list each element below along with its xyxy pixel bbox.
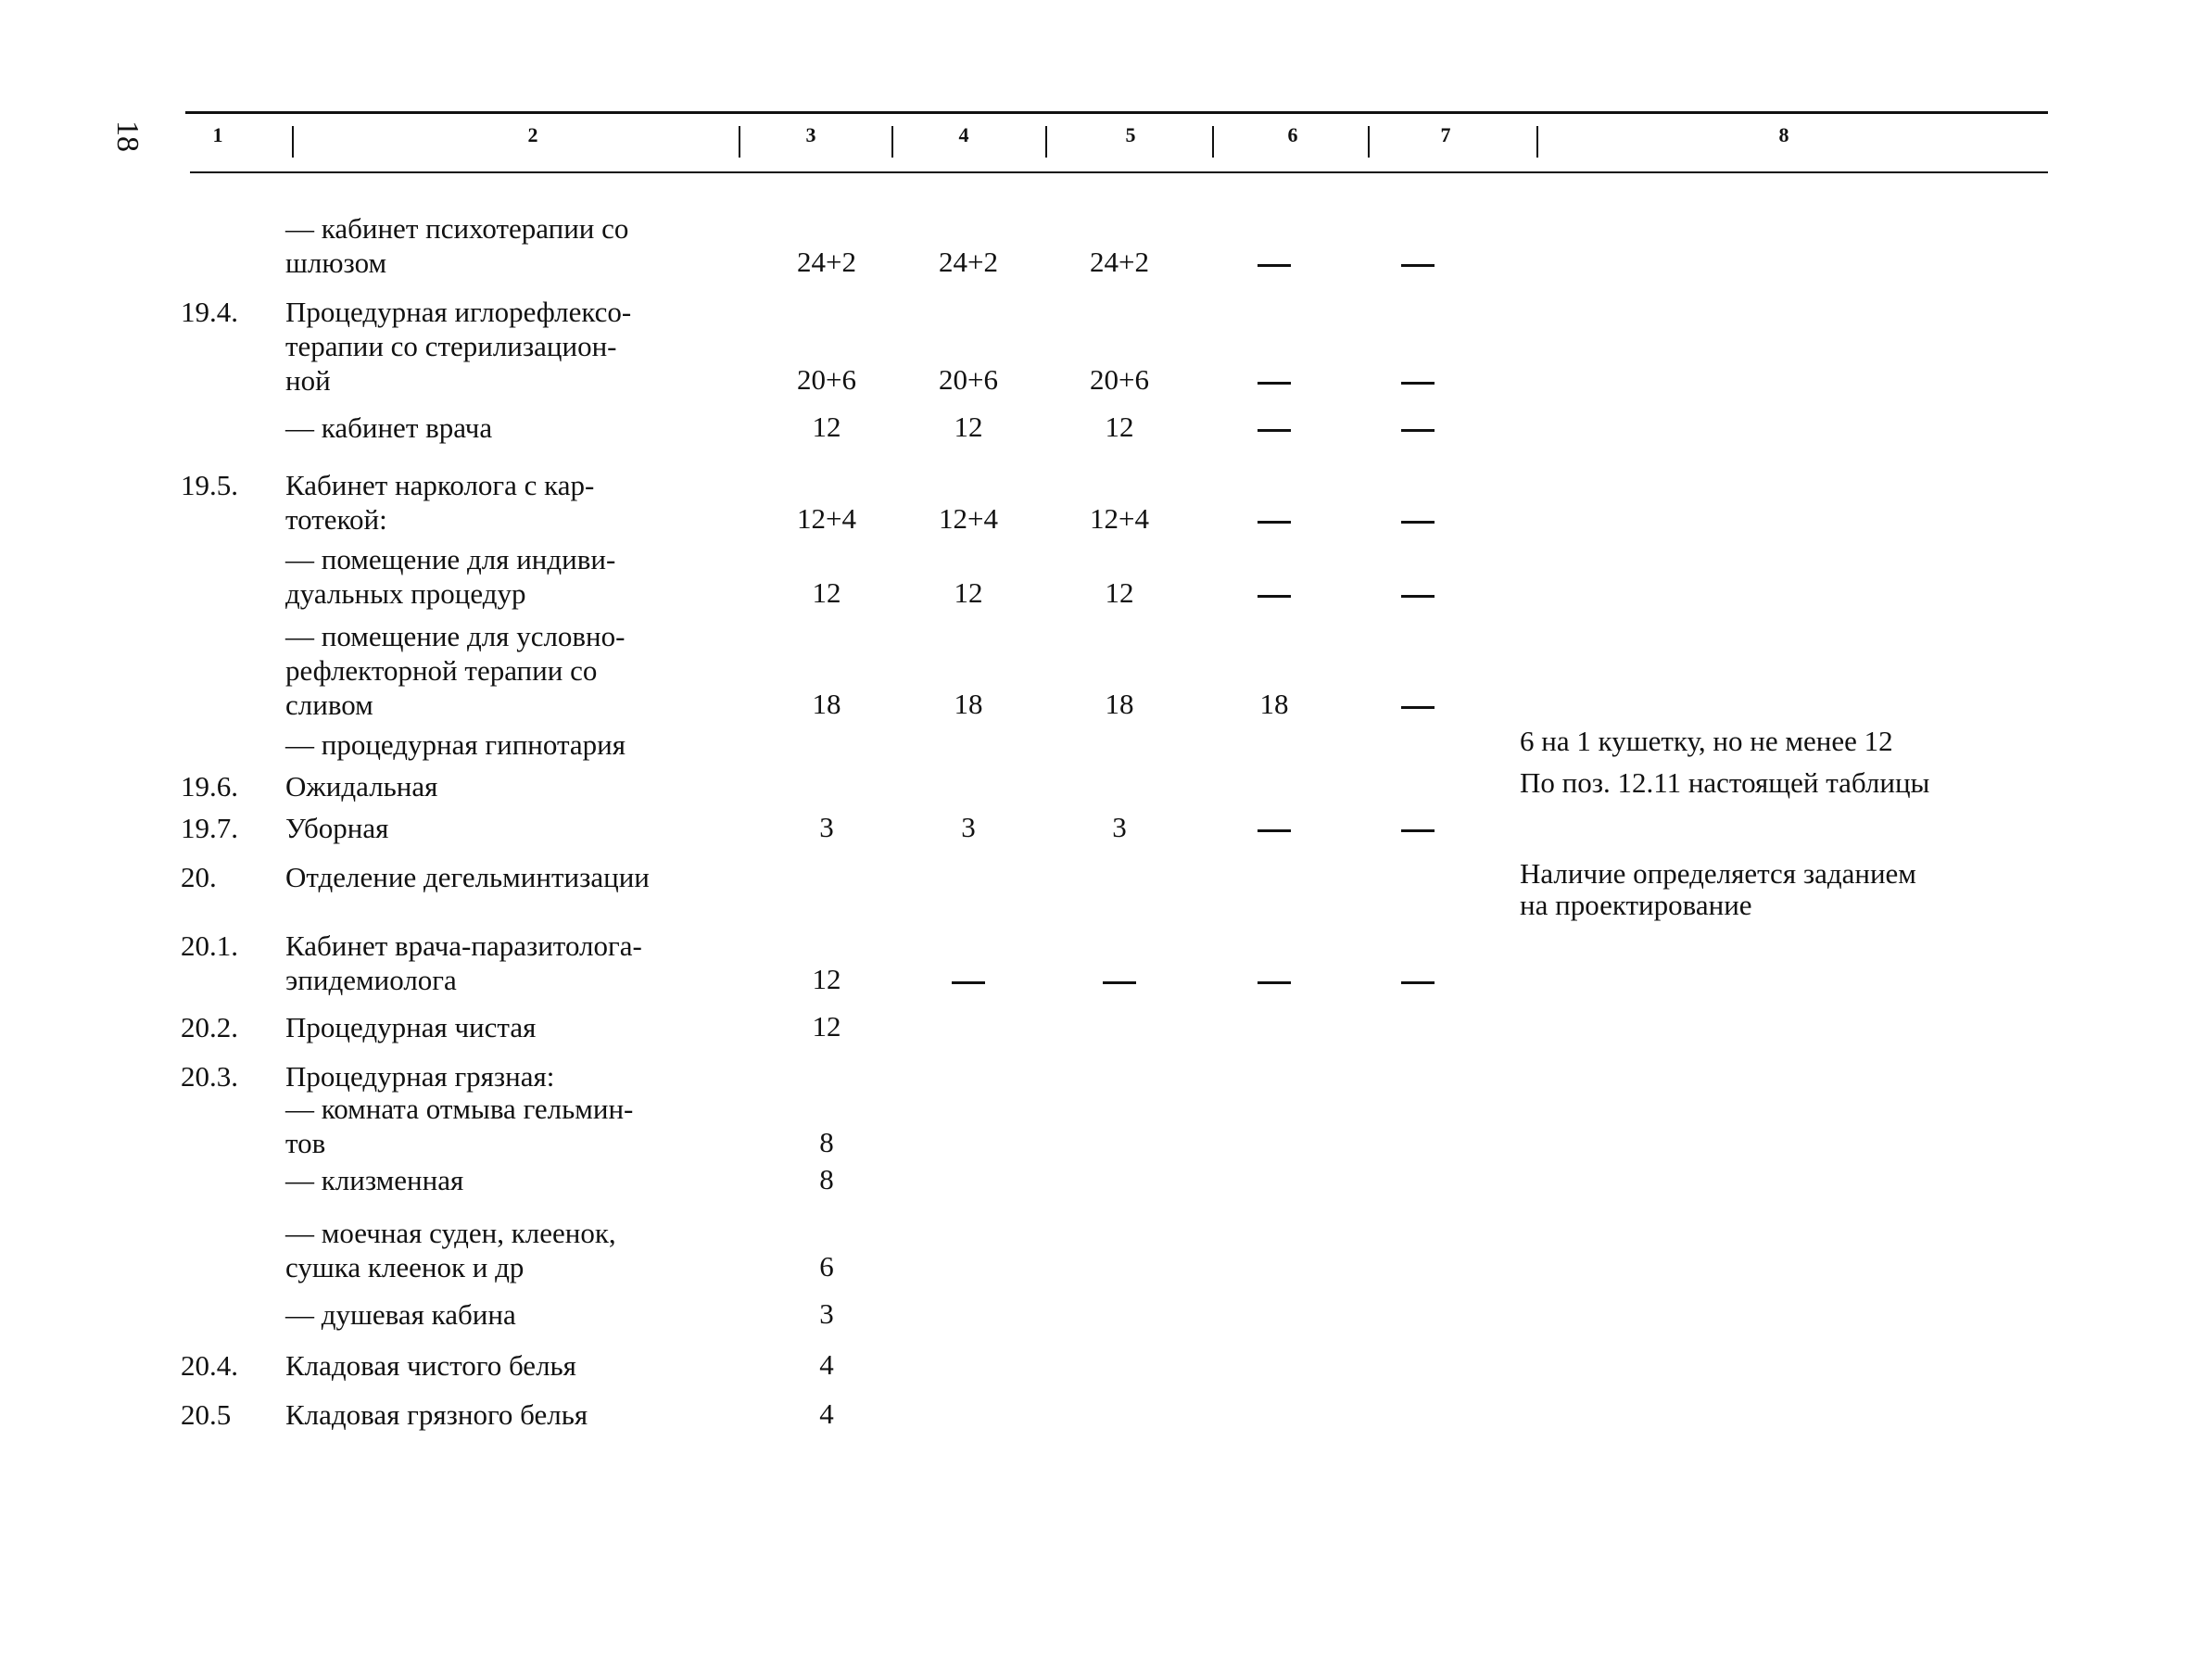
value-cell: 24+2 [1090,246,1149,278]
row-name: Кладовая грязного белья [285,1398,588,1431]
value-cell: 12+4 [1090,502,1149,535]
value-cell: 3 [819,1297,834,1330]
value-cell: 20+6 [939,363,998,396]
header-bottom-rule [190,171,2048,173]
row-name: Отделение дегельминтизации [285,861,650,893]
header-col-5: 5 [1125,123,1136,146]
header-top-rule [185,111,2048,114]
row-name: — помещение для условно- рефлекторной терапии со сливом [285,620,626,721]
value-cell: 4 [819,1397,834,1430]
row-number: 19.5. [181,469,238,501]
row-note: По поз. 12.11 настоящей таблицы [1520,766,1930,799]
row-name: Процедурная грязная: [285,1060,555,1093]
dash-cell [1401,829,1435,832]
value-cell: 24+2 [797,246,856,278]
dash-cell [1103,981,1136,984]
header-separator [1536,126,1538,158]
row-name: — помещение для индиви- дуальных процедур [285,543,616,610]
dash-cell [1258,382,1291,385]
header-col-2: 2 [527,123,538,146]
row-name: — клизменная [285,1164,464,1196]
value-cell: 8 [819,1126,834,1158]
value-cell: 12 [812,1010,841,1043]
value-cell: 18 [1105,688,1134,720]
row-name: — комната отмыва гельмин- тов [285,1093,634,1159]
header-col-6: 6 [1287,123,1298,146]
value-cell: 12 [1105,411,1134,443]
header-col-8: 8 [1778,123,1789,146]
row-name: — душевая кабина [285,1298,516,1331]
dash-cell [1258,521,1291,524]
value-cell: 3 [819,811,834,843]
value-cell: 12 [812,411,841,443]
header-separator [891,126,893,158]
value-cell: 24+2 [939,246,998,278]
dash-cell [952,981,985,984]
row-number: 20.2. [181,1011,238,1043]
dash-cell [1258,595,1291,598]
row-name: — моечная суден, клеенок, сушка клеенок и др [285,1217,616,1283]
header-separator [1212,126,1214,158]
row-note: 6 на 1 кушетку, но не менее 12 [1520,725,1893,757]
dash-cell [1401,382,1435,385]
dash-cell [1258,264,1291,267]
dash-cell [1401,595,1435,598]
header-separator [739,126,740,158]
value-cell: 12+4 [939,502,998,535]
row-name: Уборная [285,812,389,844]
value-cell: 12+4 [797,502,856,535]
row-number: 20. [181,861,217,893]
dash-cell [1258,829,1291,832]
value-cell: 4 [819,1348,834,1381]
row-name: Кабинет нарколога с кар- тотекой: [285,469,595,536]
row-number: 20.1. [181,929,238,962]
row-number: 19.6. [181,770,238,803]
value-cell: 18 [1259,688,1289,720]
value-cell: 12 [812,576,841,609]
value-cell: 18 [954,688,983,720]
header-separator [1045,126,1047,158]
header-col-3: 3 [805,123,816,146]
row-name: Процедурная иглорефлексо- терапии со стерилизацион- ной [285,296,632,397]
dash-cell [1401,521,1435,524]
row-number: 19.4. [181,296,238,328]
value-cell: 20+6 [1090,363,1149,396]
dash-cell [1401,706,1435,709]
row-name: Процедурная чистая [285,1011,537,1043]
row-name: Ожидальная [285,770,438,803]
row-name: Кабинет врача-паразитолога- эпидемиолога [285,929,642,996]
header-col-1: 1 [212,123,223,146]
row-number: 20.3. [181,1060,238,1093]
dash-cell [1401,981,1435,984]
dash-cell [1401,264,1435,267]
value-cell: 12 [812,963,841,995]
row-name: — процедурная гипнотария [285,728,626,761]
value-cell: 3 [961,811,976,843]
row-note: Наличие определяется заданием на проектирование [1520,857,1916,921]
dash-cell [1258,981,1291,984]
dash-cell [1258,429,1291,432]
value-cell: 20+6 [797,363,856,396]
row-number: 20.4. [181,1349,238,1382]
row-name: Кладовая чистого белья [285,1349,576,1382]
value-cell: 12 [1105,576,1134,609]
value-cell: 12 [954,411,983,443]
dash-cell [1401,429,1435,432]
header-col-4: 4 [958,123,969,146]
value-cell: 18 [812,688,841,720]
value-cell: 3 [1112,811,1127,843]
header-separator [292,126,294,158]
header-col-7: 7 [1440,123,1451,146]
row-name: — кабинет врача [285,411,493,444]
row-name: — кабинет психотерапии со шлюзом [285,212,629,279]
value-cell: 12 [954,576,983,609]
page-number: 18 [110,120,145,152]
row-number: 20.5 [181,1398,232,1431]
header-separator [1368,126,1370,158]
value-cell: 6 [819,1250,834,1283]
value-cell: 8 [819,1163,834,1195]
row-number: 19.7. [181,812,238,844]
